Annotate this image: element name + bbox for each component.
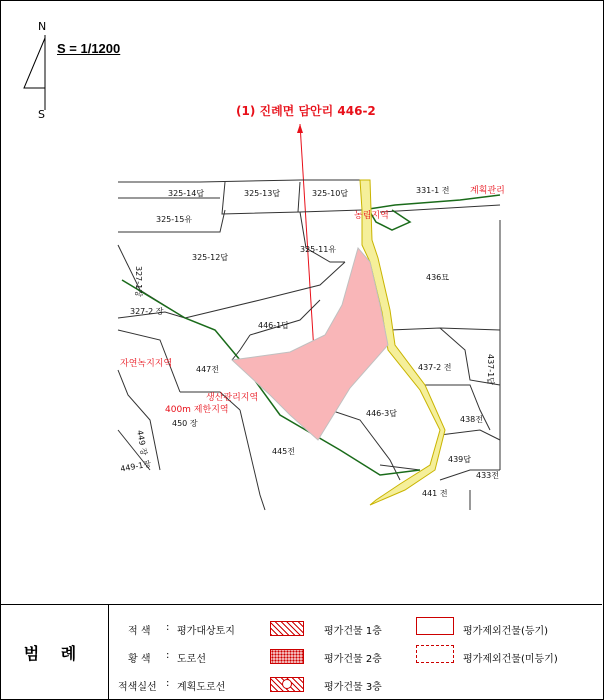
lot-label: 325-13답 (244, 189, 281, 198)
zone-label: 생산관리지역 (206, 393, 259, 403)
lot-label: 436묘 (426, 273, 449, 282)
legend-swatch-excluded-unregistered (416, 645, 454, 663)
zone-label: 농림지역 (354, 211, 389, 221)
legend-sep: : (166, 678, 170, 689)
lot-label: 327-1장 (134, 266, 143, 297)
target-parcel-label: (1) 진례면 담안리 446-2 (236, 104, 376, 118)
map-scale: S = 1/1200 (57, 41, 121, 56)
legend-value: 계획도로선 (177, 682, 226, 693)
lot-label: 445전 (272, 447, 295, 456)
lot-label: 450 장 (172, 419, 198, 428)
lot-label: 325-10답 (312, 189, 349, 198)
legend-key: 황 색 (128, 654, 151, 665)
lot-label: 449-1장 (119, 459, 152, 474)
legend-key: 적색실선 (118, 682, 157, 693)
lot-label: 437-2 전 (418, 363, 452, 372)
legend-excluded-label: 평가제외건물(등기) (463, 626, 549, 637)
legend-swatch-floor1 (270, 621, 304, 636)
legend-key: 적 색 (128, 626, 151, 637)
legend-swatch-floor2 (270, 649, 304, 664)
lot-label: 331-1 전 (416, 186, 450, 195)
legend-swatch-excluded-registered (416, 617, 454, 635)
legend-title: 범 례 (0, 605, 109, 700)
lot-label: 327-2 장 (130, 307, 164, 316)
legend-value: 평가대상토지 (177, 626, 235, 637)
compass-south: S (38, 108, 45, 121)
lot-label: 433전 (476, 471, 499, 480)
north-arrow-icon (24, 35, 45, 110)
lot-label: 438전 (460, 415, 483, 424)
zone-label: 400m 제한지역 (165, 405, 229, 415)
lot-label: 325-15유 (156, 215, 193, 224)
legend-building-label: 평가건물 3층 (324, 682, 382, 693)
zone-label: 계획관리 (470, 186, 505, 196)
legend-building-label: 평가건물 1층 (324, 626, 382, 637)
lot-label: 439답 (448, 455, 471, 464)
lot-label: 325-14답 (168, 189, 205, 198)
zone-label: 자연녹지지역 (120, 359, 173, 369)
legend (0, 604, 602, 700)
lot-label: 437-1답 (486, 354, 495, 385)
legend-value: 도로선 (177, 654, 206, 665)
lot-label: 446-1답 (258, 321, 289, 330)
lot-label: 441 전 (422, 489, 448, 498)
compass-north: N (38, 20, 47, 33)
lot-label: 446-3답 (366, 409, 397, 418)
lot-label: 449 장 (135, 429, 149, 457)
lot-label: 325-11유 (300, 245, 337, 254)
legend-excluded-label: 평가제외건물(미등기) (463, 654, 558, 665)
legend-sep: : (166, 622, 170, 633)
legend-sep: : (166, 650, 170, 661)
lot-label: 447전 (196, 365, 219, 374)
lot-label: 325-12답 (192, 253, 229, 262)
target-parcel[interactable] (232, 248, 388, 440)
legend-building-label: 평가건물 2층 (324, 654, 382, 665)
legend-swatch-floor3 (270, 677, 304, 692)
